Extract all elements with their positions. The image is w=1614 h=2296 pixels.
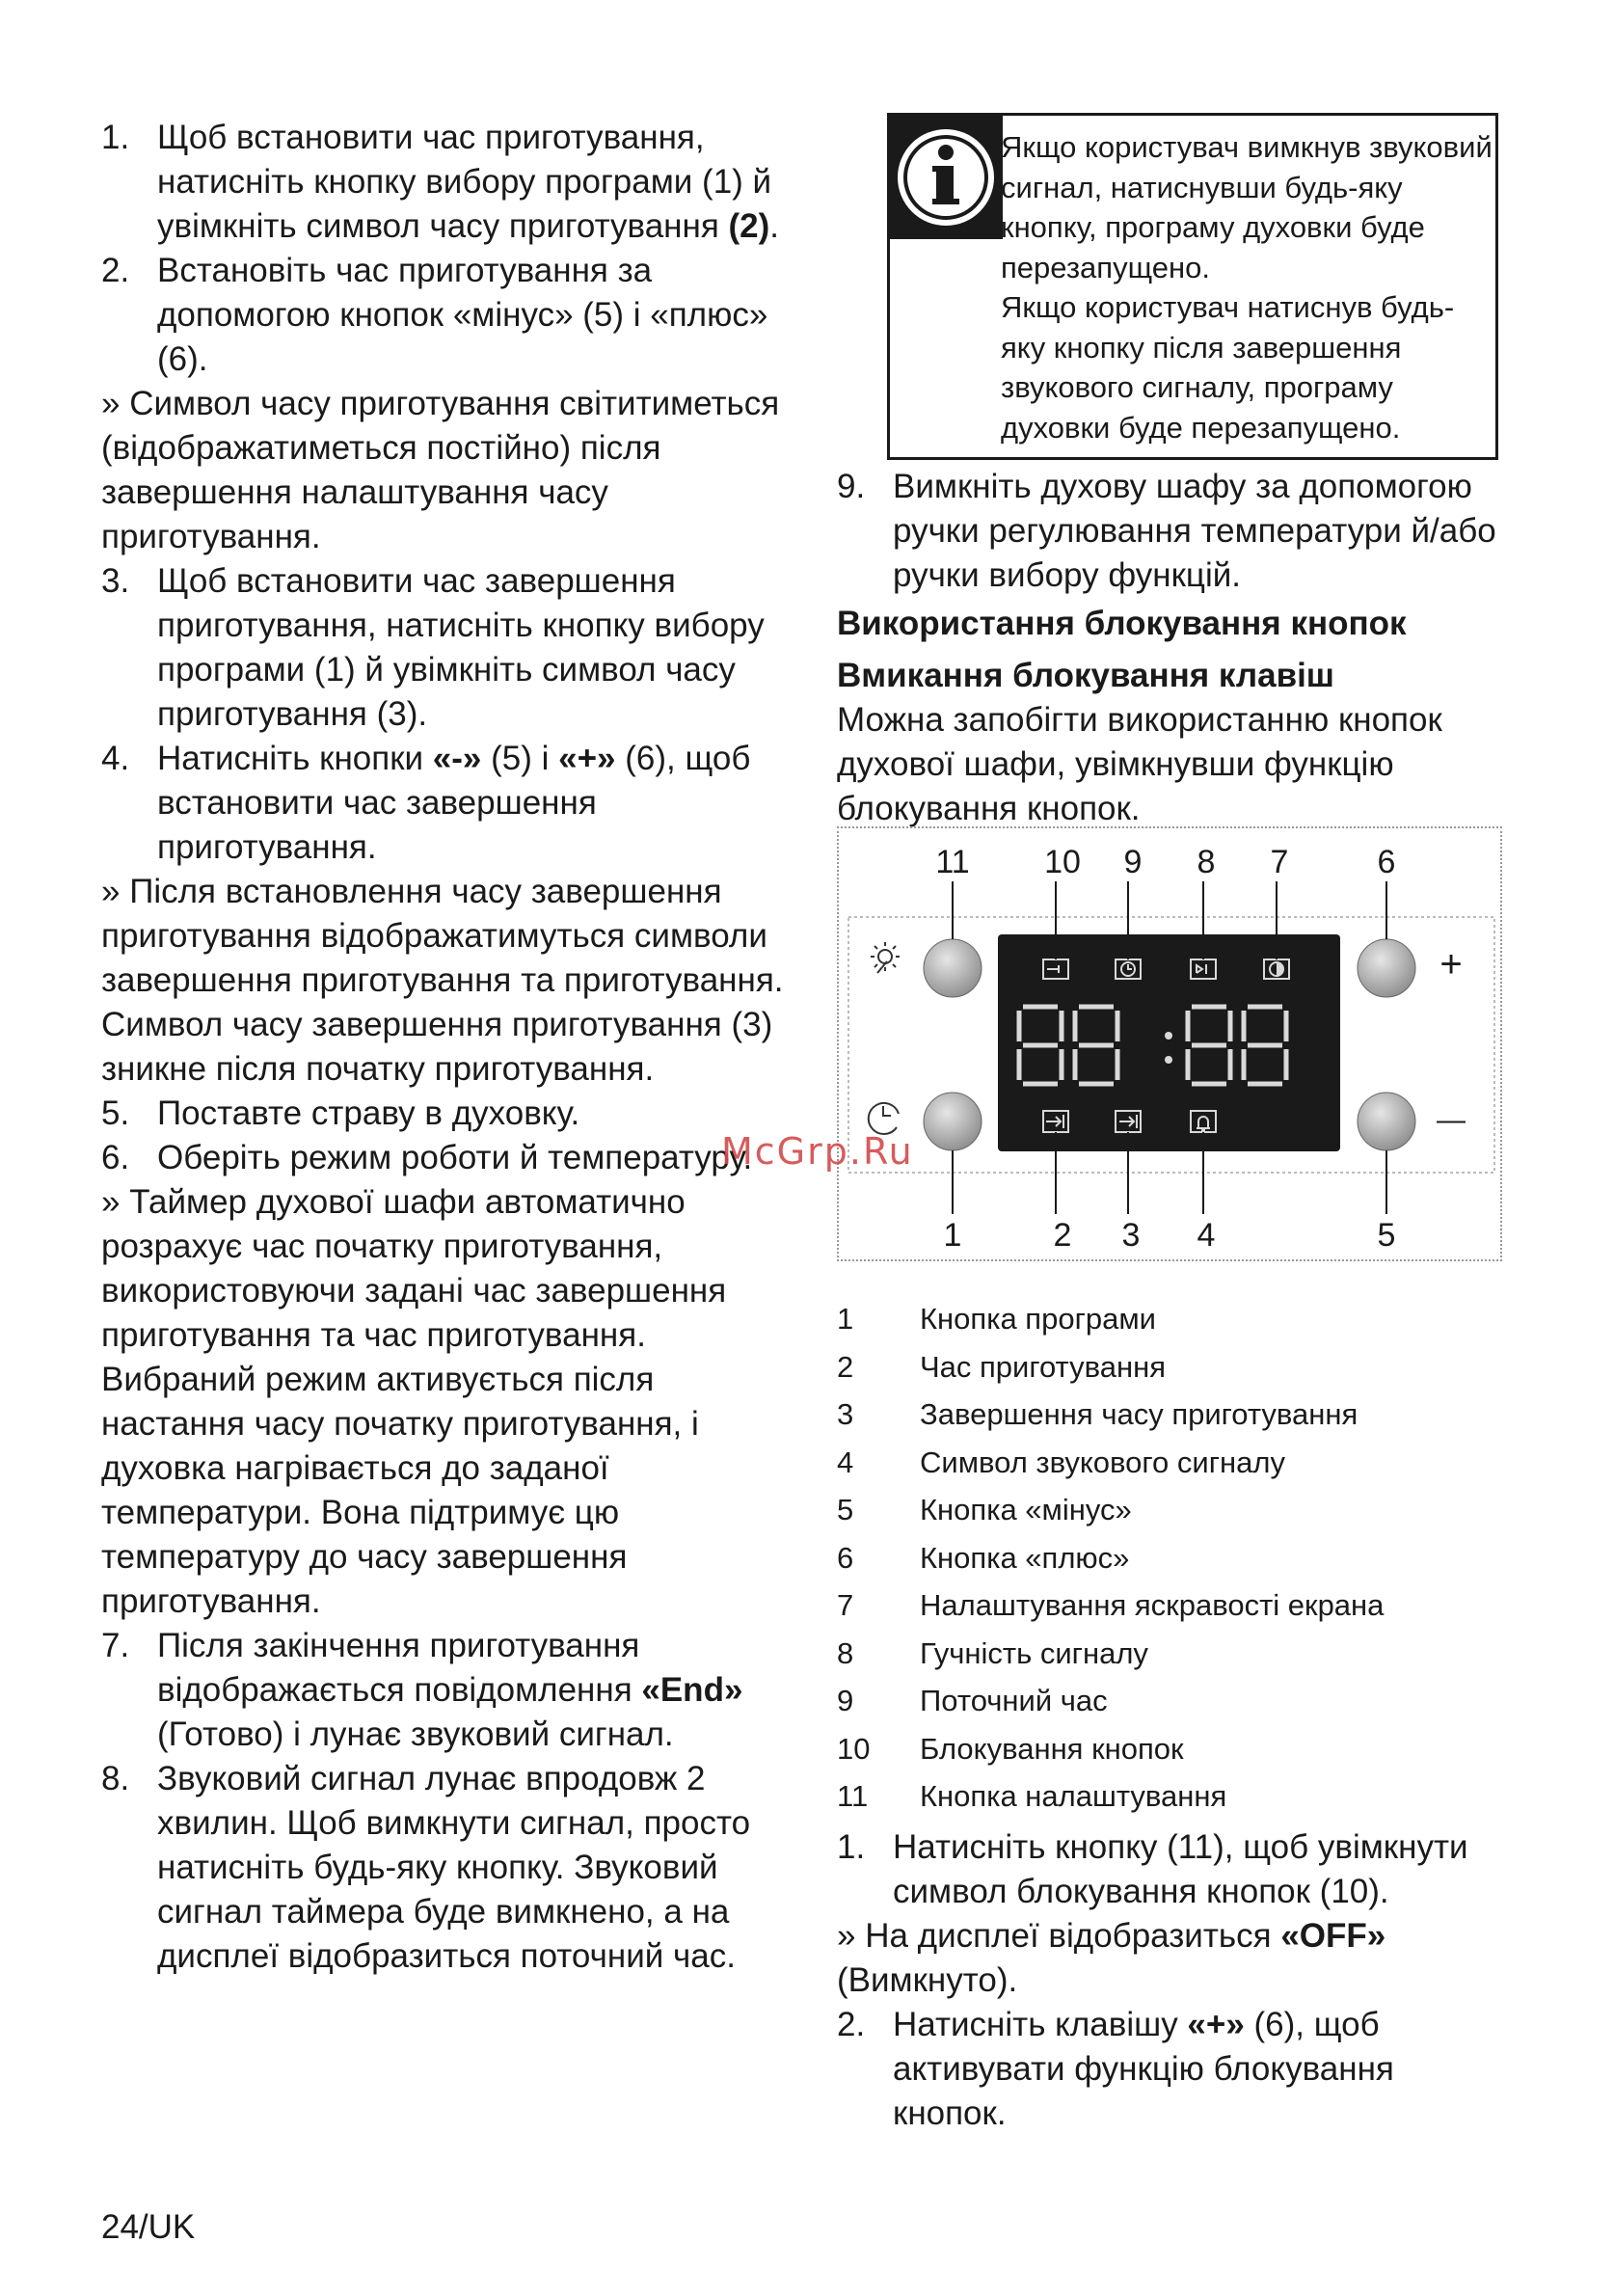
- label-5: 5: [1377, 1217, 1396, 1254]
- step-text: .: [769, 207, 780, 245]
- step-text: Щоб встановити час завершення приготування, натисніть кнопку вибору програми (1) й увімкніть символ часу приготування (3).: [157, 562, 765, 733]
- left-column: [101, 116, 795, 1979]
- step-4: [101, 737, 795, 870]
- right-column-lower: [837, 1825, 1512, 2136]
- step-number: 1.: [837, 1828, 866, 1866]
- label-7: 7: [1270, 844, 1289, 880]
- control-panel-svg: [839, 828, 1504, 1263]
- legend-item: [837, 1439, 1512, 1487]
- step-text: Після закінчення приготування відображається повідомлення: [157, 1627, 642, 1709]
- legend-text: Завершення часу приготування: [920, 1397, 1358, 1431]
- legend-text: Гучність сигналу: [920, 1635, 1148, 1670]
- legend-text: Кнопка «плюс»: [920, 1540, 1130, 1575]
- legend-text: Налаштування яскравості екрана: [920, 1588, 1385, 1622]
- step-text: (6), щоб активувати функцію блокування кнопок.: [893, 2006, 1394, 2132]
- legend-item: [837, 1391, 1512, 1439]
- step-number: 8.: [101, 1760, 130, 1797]
- step-8: [101, 1757, 795, 1979]
- legend-number: 3: [837, 1397, 854, 1431]
- legend-list: [837, 1295, 1512, 1821]
- control-panel-diagram: [837, 826, 1502, 1261]
- step-bold: «+»: [1187, 2006, 1245, 2043]
- note-1: » Символ часу приготування світитиметься (відображатиметься постійно) після завершення налаштування часу приготування.: [101, 385, 780, 555]
- step-bold: «-»: [432, 740, 482, 777]
- legend-item: [837, 1725, 1512, 1773]
- step-text: Щоб встановити час приготування, натисніть кнопку вибору програми (1) й увімкніть символ часу приготування: [157, 119, 772, 245]
- lock-note: [837, 1914, 1512, 2003]
- section-heading: Використання блокування кнопок: [837, 605, 1407, 642]
- info-paragraph-1: Якщо користувач вимкнув звуковий сигнал, натиснувши будь-яку кнопку, програму духовки буде перезапущено.: [1001, 130, 1493, 284]
- label-3: 3: [1121, 1217, 1141, 1254]
- note-text: (Вимкнуто).: [837, 1961, 1018, 1999]
- step-text: Натисніть кнопку (11), щоб увімкнути символ блокування кнопок (10).: [893, 1828, 1468, 1910]
- right-column-upper: [837, 465, 1512, 831]
- legend-number: 2: [837, 1349, 854, 1384]
- page-number: 24/UK: [101, 2208, 196, 2246]
- legend-number: 8: [837, 1635, 854, 1670]
- legend-text: Кнопка налаштування: [920, 1779, 1227, 1813]
- lock-step-2: [837, 2003, 1512, 2136]
- legend-text: Кнопка «мінус»: [920, 1493, 1132, 1526]
- legend-number: 1: [837, 1302, 854, 1336]
- step-number: 5.: [101, 1094, 130, 1132]
- label-1: 1: [943, 1217, 962, 1254]
- legend-text: Символ звукового сигналу: [920, 1445, 1285, 1479]
- legend-number: 11: [837, 1779, 869, 1813]
- legend-item: [837, 1772, 1512, 1821]
- step-number: 4.: [101, 740, 130, 777]
- step-5: [101, 1092, 795, 1136]
- step-text: Оберіть режим роботи й температуру.: [157, 1139, 753, 1176]
- step-3: [101, 559, 795, 737]
- watermark: McGrp.Ru: [721, 1130, 914, 1173]
- legend-item: [837, 1295, 1512, 1343]
- step-text: (6), щоб встановити час завершення приготування.: [157, 740, 751, 866]
- legend-item: [837, 1534, 1512, 1582]
- legend-number: 5: [837, 1493, 854, 1526]
- lock-step-1: [837, 1825, 1512, 1914]
- legend-text: Кнопка програми: [920, 1302, 1156, 1336]
- step-bold: «+»: [558, 740, 616, 777]
- info-icon: [890, 116, 1003, 239]
- label-8: 8: [1197, 844, 1216, 880]
- step-text: Натисніть клавішу: [893, 2006, 1188, 2043]
- step-text: Натисніть кнопки: [157, 740, 433, 777]
- legend-number: 10: [837, 1731, 871, 1766]
- step-number: 7.: [101, 1627, 130, 1664]
- step-9: [837, 465, 1512, 598]
- note-text: » На дисплеї відобразиться: [837, 1917, 1281, 1955]
- step-number: 9.: [837, 468, 866, 505]
- minus-symbol: —: [1437, 1104, 1466, 1136]
- legend-number: 4: [837, 1445, 854, 1479]
- step-number: 2.: [837, 2006, 866, 2043]
- legend-item: [837, 1343, 1512, 1391]
- step-number: 3.: [101, 562, 130, 600]
- step-text: (Готово) і лунає звуковий сигнал.: [157, 1715, 674, 1753]
- legend-item: [837, 1630, 1512, 1678]
- step-bold: (2): [728, 207, 770, 245]
- info-box: [887, 113, 1498, 460]
- intro-paragraph: Можна запобігти використанню кнопок духової шафи, увімкнувши функцію блокування кнопок.: [837, 701, 1442, 827]
- label-9: 9: [1123, 844, 1143, 880]
- info-text: [1001, 127, 1497, 447]
- legend-number: 7: [837, 1588, 854, 1622]
- step-text: Поставте страву в духовку.: [157, 1094, 580, 1132]
- label-11: 11: [935, 844, 970, 880]
- step-text: (5) і: [481, 740, 559, 777]
- legend-item: [837, 1581, 1512, 1630]
- step-6: [101, 1136, 795, 1180]
- info-paragraph-2: Якщо користувач натиснув будь-яку кнопку після завершення звукового сигналу, програму духовки буде перезапущено.: [1001, 290, 1455, 445]
- legend-text: Блокування кнопок: [920, 1731, 1184, 1766]
- step-number: 1.: [101, 119, 130, 156]
- step-number: 2.: [101, 252, 130, 289]
- step-text: Вимкніть духову шафу за допомогою ручки регулювання температури й/або ручки вибору функцій.: [893, 468, 1496, 594]
- subsection-heading: Вмикання блокування клавіш: [837, 657, 1334, 694]
- step-text: Встановіть час приготування за допомогою кнопок «мінус» (5) і «плюс» (6).: [157, 252, 768, 378]
- step-number: 6.: [101, 1139, 130, 1176]
- legend-number: 9: [837, 1684, 854, 1717]
- note-3: » Таймер духової шафи автоматично розрахує час початку приготування, використовуючи задані час завершення приготування та час приготування. Вибраний режим активується після настання часу початку приготування, і духовка нагрівається до заданої температури. Вона підтримує цю температуру до часу завершення приготування.: [101, 1183, 727, 1620]
- step-text: Звуковий сигнал лунає впродовж 2 хвилин. Щоб вимкнути сигнал, просто натисніть будь-яку кнопку. Звуковий сигнал таймера буде вимкнено, а на дисплеї відобразиться поточний час.: [157, 1760, 751, 1975]
- legend-item: [837, 1486, 1512, 1534]
- legend-number: 6: [837, 1540, 854, 1575]
- plus-symbol: +: [1439, 943, 1463, 986]
- label-2: 2: [1053, 1217, 1072, 1254]
- step-2: [101, 249, 795, 382]
- note-bold: «OFF»: [1280, 1917, 1386, 1955]
- label-10: 10: [1044, 844, 1081, 880]
- legend-text: Поточний час: [920, 1684, 1108, 1717]
- legend-text: Час приготування: [920, 1349, 1166, 1384]
- note-2: » Після встановлення часу завершення приготування відображатимуться символи завершення приготування та приготування. Символ часу завершення приготування (3) зникне після початку приготування.: [101, 873, 784, 1088]
- step-bold: «End»: [641, 1671, 743, 1709]
- step-7: [101, 1624, 795, 1757]
- label-6: 6: [1377, 844, 1396, 880]
- legend-item: [837, 1677, 1512, 1725]
- step-1: [101, 116, 795, 249]
- label-4: 4: [1197, 1217, 1216, 1254]
